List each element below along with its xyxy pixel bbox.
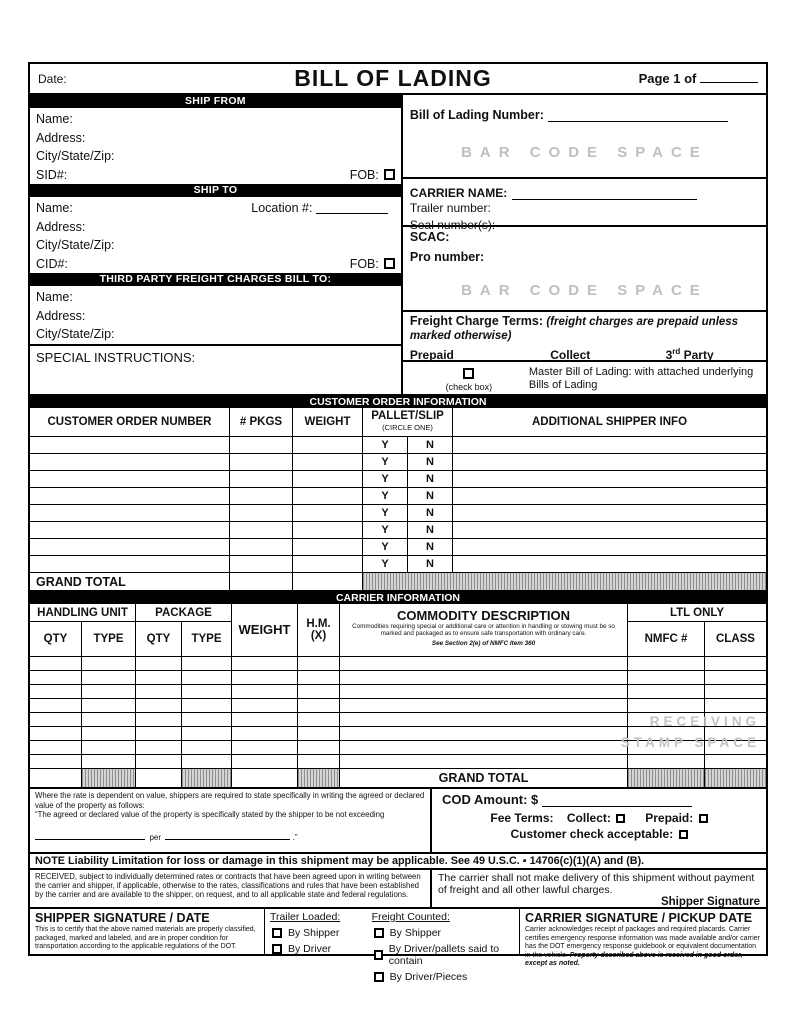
declared-value-box <box>30 789 432 852</box>
pallet-yes-option[interactable]: Y <box>363 471 408 487</box>
freight-by-driver-pallets-label: By Driver/pallets said to contain <box>388 943 500 967</box>
ship-to-city-label: City/State/Zip: <box>36 238 115 252</box>
weight-cell[interactable] <box>293 454 363 470</box>
weight-cell[interactable] <box>293 471 363 487</box>
nmfc-cell[interactable] <box>628 713 705 726</box>
collect-blank[interactable] <box>594 350 642 362</box>
nmfc-cell[interactable] <box>628 755 705 768</box>
trailer-number-label: Trailer number: <box>409 200 491 215</box>
carrier-signature-header: CARRIER SIGNATURE / PICKUP DATE <box>525 911 753 925</box>
nmfc-cell[interactable] <box>628 671 705 684</box>
ltl-only-header: LTL ONLY <box>628 604 766 622</box>
ship-to-address-label: Address: <box>36 219 86 234</box>
ship-to-fields <box>30 197 401 273</box>
class-cell[interactable] <box>705 713 766 726</box>
ship-to-name-label: Name: <box>36 201 73 215</box>
customer-check-line <box>442 827 756 841</box>
pallet-yes-option[interactable]: Y <box>363 437 408 453</box>
hu-qty-cell[interactable] <box>30 727 82 740</box>
customer-order-row <box>30 522 766 539</box>
pallet-yes-option[interactable]: Y <box>363 522 408 538</box>
order-number-cell[interactable] <box>30 522 230 538</box>
hm-cell[interactable] <box>298 755 340 768</box>
order-number-cell[interactable] <box>30 454 230 470</box>
commodity-cell[interactable] <box>340 713 628 726</box>
form-header <box>28 62 768 95</box>
collect-label: Collect <box>550 348 591 362</box>
order-number-cell[interactable] <box>30 471 230 487</box>
fee-terms-label: Fee Terms: <box>490 811 554 825</box>
hu-type-cell[interactable] <box>82 671 136 684</box>
hu-type-cell[interactable] <box>82 727 136 740</box>
cod-box <box>432 789 766 852</box>
gt-cell[interactable] <box>232 769 298 787</box>
hu-qty-cell[interactable] <box>30 657 82 670</box>
commodity-cell[interactable] <box>340 657 628 670</box>
customer-order-row <box>30 556 766 573</box>
nmfc-cell[interactable] <box>628 685 705 698</box>
hu-qty-cell[interactable] <box>30 741 82 754</box>
grand-total-weight-cell[interactable] <box>293 573 363 590</box>
customer-check-checkbox[interactable] <box>679 830 688 839</box>
ship-from-fields <box>30 108 401 184</box>
class-cell[interactable] <box>705 657 766 670</box>
per-unit-blank[interactable] <box>165 828 290 840</box>
ship-from-city-label: City/State/Zip: <box>36 149 115 163</box>
ship-from-address-label: Address: <box>36 130 86 145</box>
pkgs-cell[interactable] <box>230 488 293 504</box>
pkg-type-cell[interactable] <box>182 671 232 684</box>
bol-number-box <box>403 95 766 179</box>
weight-cell[interactable] <box>293 522 363 538</box>
cod-amount-blank[interactable] <box>542 795 692 807</box>
check-box-caption: (check box) <box>445 382 493 392</box>
carrier-info-row <box>30 727 766 741</box>
end-quote: .” <box>292 832 298 842</box>
ship-to-cid-label: CID#: <box>36 256 68 271</box>
prepaid-fee-label: Prepaid: <box>645 811 694 825</box>
pkg-qty-cell[interactable] <box>136 741 182 754</box>
pkg-qty-cell[interactable] <box>136 713 182 726</box>
upper-section <box>28 95 768 396</box>
carrier-name-blank[interactable] <box>512 188 697 200</box>
commodity-description-header: COMMODITY DESCRIPTION Commodities requiring special or additional care or attention in handling or stowing must be so marked and packaged as to ensure safe transportation with ordinary care. See Section 2(e) of NMFC Item 360 <box>340 604 628 656</box>
loading-counting-box <box>265 909 520 983</box>
freight-terms-box <box>403 312 766 362</box>
carrier-info-row <box>30 685 766 699</box>
pkg-qty-header: QTY <box>136 622 182 656</box>
page-title: BILL OF LADING <box>294 65 492 91</box>
pro-number-label: Pro number: <box>409 249 485 264</box>
pkg-type-cell[interactable] <box>182 755 232 768</box>
gt-hatch <box>182 769 232 787</box>
pallet-no-option[interactable]: N <box>408 454 453 470</box>
prepaid-fee-checkbox[interactable] <box>699 814 708 823</box>
seal-numbers-label: Seal number(s): <box>409 217 496 232</box>
weight-cell[interactable] <box>232 755 298 768</box>
pkg-type-cell[interactable] <box>182 713 232 726</box>
order-number-cell[interactable] <box>30 556 230 572</box>
third-party-fields <box>30 286 401 344</box>
class-cell[interactable] <box>705 741 766 754</box>
ship-from-sid-label: SID#: <box>36 167 68 182</box>
pkgs-cell[interactable] <box>230 539 293 555</box>
freight-counted-label: Freight Counted: <box>371 911 450 923</box>
customer-order-row <box>30 437 766 454</box>
hm-cell[interactable] <box>298 685 340 698</box>
package-group <box>136 604 232 656</box>
barcode-space-top: BAR CODE SPACE <box>461 144 708 161</box>
ship-from-fob-label: FOB: <box>349 167 379 182</box>
gt-cell[interactable] <box>30 769 82 787</box>
shipper-info-cell[interactable] <box>453 505 766 521</box>
shipper-signature-box[interactable] <box>30 909 265 954</box>
collect-fee-checkbox[interactable] <box>616 814 625 823</box>
carrier-grand-total-label: GRAND TOTAL <box>340 769 628 787</box>
pkg-type-cell[interactable] <box>182 727 232 740</box>
carrier-info-row <box>30 755 766 769</box>
col-header-pkgs: # PKGS <box>230 408 293 436</box>
hm-col-header: H.M. (X) <box>298 604 340 656</box>
carrier-info-row <box>30 671 766 685</box>
customer-order-row <box>30 454 766 471</box>
pallet-yes-option[interactable]: Y <box>363 488 408 504</box>
right-column <box>403 95 766 394</box>
class-cell[interactable] <box>705 755 766 768</box>
hu-type-cell[interactable] <box>82 699 136 712</box>
nmfc-cell[interactable] <box>628 699 705 712</box>
hu-qty-cell[interactable] <box>30 755 82 768</box>
carrier-signature-box[interactable] <box>520 909 766 967</box>
commodity-cell[interactable] <box>340 671 628 684</box>
pallet-no-option[interactable]: N <box>408 505 453 521</box>
gt-cell[interactable] <box>136 769 182 787</box>
fee-terms-line <box>442 811 756 825</box>
carrier-delivery-box <box>432 870 766 907</box>
freight-terms-note: (freight charges are prepaid unless marked otherwise) <box>409 316 739 342</box>
gt-hatch <box>705 769 766 787</box>
master-bol-checkbox-area <box>409 364 529 392</box>
prepaid-label: Prepaid <box>409 348 454 362</box>
customer-order-row <box>30 539 766 556</box>
cod-amount-label: COD Amount: $ <box>442 792 539 807</box>
freight-by-driver-pallets-checkbox[interactable] <box>374 950 383 960</box>
nmfc-cell[interactable] <box>628 727 705 740</box>
circle-one-caption: (CIRCLE ONE) <box>382 423 433 432</box>
hm-cell[interactable] <box>298 671 340 684</box>
hu-qty-cell[interactable] <box>30 699 82 712</box>
hm-cell[interactable] <box>298 699 340 712</box>
weight-cell[interactable] <box>293 488 363 504</box>
value-cod-section <box>28 789 768 854</box>
ltl-only-group <box>628 604 766 656</box>
trailer-loaded-column <box>270 911 372 955</box>
ship-from-header: SHIP FROM <box>30 95 401 108</box>
master-bol-checkbox[interactable] <box>463 368 474 379</box>
weight-cell[interactable] <box>232 685 298 698</box>
class-cell[interactable] <box>705 699 766 712</box>
pkg-type-header: TYPE <box>191 633 222 645</box>
carrier-info-row <box>30 657 766 671</box>
receiving-stamp-watermark: RECEIVING STAMP SPACE <box>620 714 760 750</box>
package-header: PACKAGE <box>136 604 231 622</box>
pallet-no-option[interactable]: N <box>408 539 453 555</box>
hm-cell[interactable] <box>298 657 340 670</box>
weight-cell[interactable] <box>232 699 298 712</box>
declared-value-text2: “The agreed or declared value of the property is specifically stated by the shipper to be not exceeding <box>35 810 385 819</box>
page-number-blank[interactable] <box>700 71 758 83</box>
trailer-by-driver-label: By Driver <box>288 943 332 955</box>
order-number-cell[interactable] <box>30 505 230 521</box>
scac-label: SCAC: <box>409 229 450 244</box>
carrier-delivery-text: The carrier shall not make delivery of this shipment without payment of freight and all other lawful charges. <box>438 872 755 896</box>
third-party-option-label: 3rd Party <box>665 347 714 362</box>
third-party-header: THIRD PARTY FREIGHT CHARGES BILL TO: <box>30 273 401 286</box>
pkg-qty-cell[interactable] <box>136 685 182 698</box>
weight-col-header: WEIGHT <box>232 604 298 656</box>
carrier-info-row <box>30 713 766 727</box>
value-blank[interactable] <box>35 828 145 840</box>
received-terms-text: RECEIVED, subject to individually determined rates or contracts that have been agreed upon in writing between the carrier and shipper, if applicable, otherwise to the rates, classifications and rules that have been established by the carrier and are available to the shipper, on request, and to all applicable state and federal regulations. <box>30 870 432 907</box>
customer-order-row <box>30 488 766 505</box>
class-cell[interactable] <box>705 671 766 684</box>
pkg-type-cell[interactable] <box>182 685 232 698</box>
master-bol-text: Master Bill of Lading: with attached underlying Bills of Lading <box>528 366 754 391</box>
signature-section <box>28 909 768 983</box>
per-line <box>35 828 425 843</box>
customer-order-row <box>30 505 766 522</box>
trailer-by-shipper-checkbox[interactable] <box>272 928 282 938</box>
freight-by-driver-pieces-label: By Driver/Pieces <box>389 971 468 983</box>
shipper-signature-header: SHIPPER SIGNATURE / DATE <box>35 911 210 925</box>
customer-order-header-row <box>30 408 766 437</box>
hm-cell[interactable] <box>298 741 340 754</box>
carrier-info-row <box>30 699 766 713</box>
customer-order-section-header: CUSTOMER ORDER INFORMATION <box>28 396 768 408</box>
pkg-qty-cell[interactable] <box>136 699 182 712</box>
class-cell[interactable] <box>705 727 766 740</box>
freight-counted-column <box>371 911 514 983</box>
carrier-info-row <box>30 741 766 755</box>
hu-type-header: TYPE <box>93 633 124 645</box>
commodity-cell[interactable] <box>340 685 628 698</box>
barcode-space-bottom: BAR CODE SPACE <box>461 281 708 299</box>
class-cell[interactable] <box>705 685 766 698</box>
order-number-cell[interactable] <box>30 539 230 555</box>
customer-order-table <box>28 408 768 592</box>
hu-type-cell[interactable] <box>82 685 136 698</box>
pkgs-cell[interactable] <box>230 454 293 470</box>
weight-cell[interactable] <box>232 713 298 726</box>
bol-number-label: Bill of Lading Number: <box>409 108 544 122</box>
left-column <box>30 95 403 394</box>
page-number-label <box>608 71 758 86</box>
gt-hatch <box>298 769 340 787</box>
hu-type-cell[interactable] <box>82 755 136 768</box>
page-of-text: Page 1 of <box>638 71 697 86</box>
carrier-grand-total-row <box>30 769 766 787</box>
hu-qty-cell[interactable] <box>30 685 82 698</box>
carrier-info-table <box>28 604 768 789</box>
commodity-note: Commodities requiring special or additional care or attention in handling or stowing must be so marked and packaged as to ensure safe transportation with ordinary care. <box>352 623 615 637</box>
pkg-qty-cell[interactable] <box>136 755 182 768</box>
pallet-yes-option[interactable]: Y <box>363 454 408 470</box>
grand-total-label: GRAND TOTAL <box>30 573 230 590</box>
prepaid-blank[interactable] <box>457 350 512 362</box>
grand-total-pkgs-cell[interactable] <box>230 573 293 590</box>
pallet-yes-option[interactable]: Y <box>363 556 408 572</box>
hu-qty-cell[interactable] <box>30 671 82 684</box>
pallet-no-option[interactable]: N <box>408 488 453 504</box>
customer-order-row <box>30 471 766 488</box>
shipper-signature-line <box>438 896 760 908</box>
carrier-acknowledge-text: Carrier acknowledges receipt of packages and required placards. Carrier certifies emergency response information was made available and/or carrier has the DOT emergency response guidebook or equivalent documentation in the vehicle. Property described above is received in good order, except as noted. <box>525 926 760 967</box>
pallet-no-option[interactable]: N <box>408 556 453 572</box>
special-instructions-label: SPECIAL INSTRUCTIONS: <box>36 349 196 365</box>
commodity-cell[interactable] <box>340 755 628 768</box>
trailer-by-shipper-label: By Shipper <box>288 927 340 939</box>
commodity-cell[interactable] <box>340 699 628 712</box>
weight-cell[interactable] <box>293 505 363 521</box>
trailer-by-driver-checkbox[interactable] <box>272 944 282 954</box>
scac-box <box>403 227 766 312</box>
freight-by-shipper-label: By Shipper <box>389 927 442 939</box>
class-header: CLASS <box>716 633 755 645</box>
location-number-label: Location #: <box>251 201 313 215</box>
pallet-no-option[interactable]: N <box>408 471 453 487</box>
pkgs-cell[interactable] <box>230 471 293 487</box>
commodity-cell[interactable] <box>340 741 628 754</box>
weight-cell[interactable] <box>232 727 298 740</box>
date-label: Date: <box>38 71 67 86</box>
pkg-qty-cell[interactable] <box>136 727 182 740</box>
pkgs-cell[interactable] <box>230 556 293 572</box>
third-party-name-label: Name: <box>36 290 73 304</box>
carrier-rows-area <box>30 657 766 769</box>
ship-from-fob-checkbox[interactable] <box>384 169 395 180</box>
ship-to-fob-checkbox[interactable] <box>384 258 395 269</box>
pkg-qty-cell[interactable] <box>136 657 182 670</box>
pkg-type-cell[interactable] <box>182 741 232 754</box>
hu-qty-cell[interactable] <box>30 713 82 726</box>
gt-hatch <box>628 769 705 787</box>
col-header-order-number: CUSTOMER ORDER NUMBER <box>30 408 230 436</box>
gt-hatch <box>82 769 136 787</box>
shipper-info-cell[interactable] <box>453 522 766 538</box>
pkgs-cell[interactable] <box>230 437 293 453</box>
declared-value-text1: Where the rate is dependent on value, shippers are required to state specifically in writing the agreed or declared value of the property as follows: <box>35 791 425 810</box>
shipper-certify-text: This is to certify that the above named materials are properly classified, packaged, marked and labeled, and are in proper condition for transportation according to the applicable regulations of the DOT. <box>35 926 256 950</box>
weight-cell[interactable] <box>232 741 298 754</box>
customer-grand-total-row <box>30 573 766 590</box>
nmfc-cell[interactable] <box>628 741 705 754</box>
trailer-loaded-label: Trailer Loaded: <box>270 911 341 923</box>
pkg-type-cell[interactable] <box>182 657 232 670</box>
liability-note: NOTE Liability Limitation for loss or damage in this shipment may be applicable. See 49 U.S.C. ▪ 14706(c)(1)(A) and (B). <box>28 854 768 870</box>
grand-total-hatched-area <box>363 573 766 590</box>
pallet-yes-option[interactable]: Y <box>363 539 408 555</box>
shipper-info-cell[interactable] <box>453 454 766 470</box>
order-number-cell[interactable] <box>30 488 230 504</box>
weight-cell[interactable] <box>293 556 363 572</box>
third-party-city-label: City/State/Zip: <box>36 327 115 341</box>
shipper-info-cell[interactable] <box>453 488 766 504</box>
pallet-no-option[interactable]: N <box>408 437 453 453</box>
bill-of-lading-form <box>28 62 768 983</box>
weight-cell[interactable] <box>293 437 363 453</box>
shipper-info-cell[interactable] <box>453 471 766 487</box>
customer-check-label: Customer check acceptable: <box>510 827 674 841</box>
freight-by-driver-pieces-checkbox[interactable] <box>374 972 384 982</box>
received-section <box>28 870 768 909</box>
carrier-good-order-text: Property described above is received in good order, except as noted. <box>525 951 743 967</box>
pkg-type-cell[interactable] <box>182 699 232 712</box>
pkg-qty-cell[interactable] <box>136 671 182 684</box>
weight-cell[interactable] <box>232 657 298 670</box>
collect-fee-label: Collect: <box>566 811 611 825</box>
freight-terms-label: Freight Charge Terms: <box>409 314 543 328</box>
shipper-signature-blank[interactable] <box>438 896 661 908</box>
pkgs-cell[interactable] <box>230 505 293 521</box>
col-header-weight: WEIGHT <box>293 408 363 436</box>
weight-cell[interactable] <box>232 671 298 684</box>
bol-number-blank[interactable] <box>548 110 728 122</box>
commodity-reference: See Section 2(e) of NMFC Item 360 <box>431 640 536 647</box>
hu-type-cell[interactable] <box>82 741 136 754</box>
pallet-yes-option[interactable]: Y <box>363 505 408 521</box>
hm-cell[interactable] <box>298 713 340 726</box>
pallet-no-option[interactable]: N <box>408 522 453 538</box>
per-label: per <box>149 832 162 842</box>
weight-cell[interactable] <box>293 539 363 555</box>
ship-to-header: SHIP TO <box>30 184 401 197</box>
col-header-pallet-slip: PALLET/SLIP (CIRCLE ONE) <box>363 408 453 436</box>
third-party-blank[interactable] <box>717 350 759 362</box>
carrier-info-header-row <box>30 604 766 657</box>
carrier-name-box <box>403 179 766 232</box>
order-number-cell[interactable] <box>30 437 230 453</box>
hu-type-cell[interactable] <box>82 657 136 670</box>
hm-cell[interactable] <box>298 727 340 740</box>
freight-by-shipper-checkbox[interactable] <box>374 928 384 938</box>
carrier-name-label: CARRIER NAME: <box>409 185 508 200</box>
handling-unit-header: HANDLING UNIT <box>30 604 135 622</box>
nmfc-header: NMFC # <box>628 622 705 656</box>
hu-type-cell[interactable] <box>82 713 136 726</box>
handling-unit-group <box>30 604 136 656</box>
shipper-info-cell[interactable] <box>453 556 766 572</box>
hu-qty-header: QTY <box>30 622 82 656</box>
ship-from-name-label: Name: <box>36 112 73 126</box>
commodity-cell[interactable] <box>340 727 628 740</box>
master-bol-box <box>403 362 766 394</box>
special-instructions-box[interactable] <box>30 344 401 395</box>
shipper-signature-label: Shipper Signature <box>660 896 760 908</box>
nmfc-cell[interactable] <box>628 657 705 670</box>
carrier-info-section-header: CARRIER INFORMATION <box>28 592 768 604</box>
ship-to-fob-label: FOB: <box>349 256 379 271</box>
col-header-shipper-info: ADDITIONAL SHIPPER INFO <box>531 416 688 428</box>
third-party-address-label: Address: <box>36 308 86 323</box>
location-number-blank[interactable] <box>316 202 388 214</box>
shipper-info-cell[interactable] <box>453 437 766 453</box>
pkgs-cell[interactable] <box>230 522 293 538</box>
shipper-info-cell[interactable] <box>453 539 766 555</box>
